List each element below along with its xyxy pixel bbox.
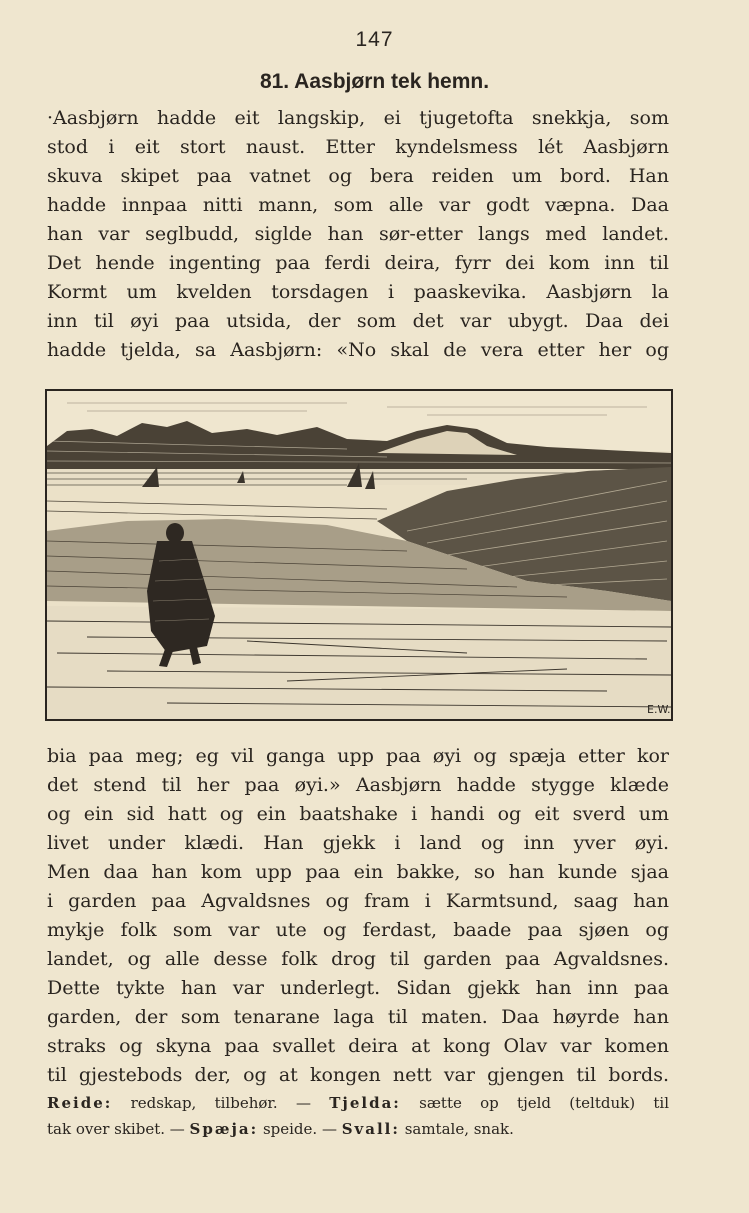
text-line: skuva skipet paa vatnet og bera reiden um bord. Han [47,165,669,187]
gloss-term: Svall: [341,1120,400,1138]
landscape-illustration [45,389,673,721]
text-line: stod i eit stort naust. Etter kyndelsmess lét Aasbjørn [47,136,669,158]
gloss-term: Reide: [47,1094,113,1112]
text-line: ·Aasbjørn hadde eit langskip, ei tjugetofta snekkja, som [47,107,669,129]
text-line: bia paa meg; eg vil ganga upp paa øyi og spæja etter kor [47,745,669,767]
gloss-definition: redskap, tilbehør. — [112,1094,330,1112]
paragraph-1 [47,104,669,365]
gloss-definition: samtale, snak. [399,1120,514,1138]
text-line: straks og skyna paa svallet deira at kong Olav var komen [47,1035,669,1057]
gloss-definition: tak over skibet. — [47,1120,190,1138]
gloss-definition: speide. — [258,1120,342,1138]
text-line: mykje folk som var ute og ferdast, baade paa sjøen og [47,919,669,941]
text-line: i garden paa Agvaldsnes og fram i Karmtsund, saag han [47,890,669,912]
text-line: livet under klædi. Han gjekk i land og inn yver øyi. [47,832,669,854]
text-line: han var seglbudd, siglde han sør-etter langs med landet. [47,223,669,245]
text-line: Men daa han kom upp paa ein bakke, so han kunde sjaa [47,861,669,883]
gloss-term: Spæja: [189,1120,259,1138]
text-line: og ein sid hatt og ein baatshake i handi og eit sverd um [47,803,669,825]
text-line: inn til øyi paa utsida, der som det var ubygt. Daa dei [47,310,669,332]
footnote-line [47,1116,669,1142]
footnote-line [47,1090,669,1116]
text-line: Kormt um kvelden torsdagen i paaskevika. Aasbjørn la [47,281,669,303]
text-line: Dette tykte han var underlegt. Sidan gjekk han inn paa [47,977,669,999]
text-line: hadde innpaa nitti mann, som alle var godt væpna. Daa [47,194,669,216]
text-line: garden, der som tenarane laga til maten. Daa høyrde han [47,1006,669,1028]
text-line: det stend til her paa øyi.» Aasbjørn hadde stygge klæde [47,774,669,796]
chapter-heading: 81. Aasbjørn tek hemn. [259,70,490,93]
paragraph-2 [47,742,669,1090]
text-line: til gjestebods der, og at kongen nett var gjengen til bords. [47,1064,669,1086]
footnotes [47,1090,669,1142]
text-line: hadde tjelda, sa Aasbjørn: «No skal de vera etter her og [47,339,669,361]
page-number: 147 [355,28,394,51]
illustration-signature: E.W. [647,703,671,716]
text-line: Det hende ingenting paa ferdi deira, fyrr dei kom inn til [47,252,669,274]
gloss-term: Tjelda: [329,1094,401,1112]
gloss-definition: sætte op tjeld (teltduk) til [400,1094,669,1112]
text-line: landet, og alle desse folk drog til garden paa Agvaldsnes. [47,948,669,970]
